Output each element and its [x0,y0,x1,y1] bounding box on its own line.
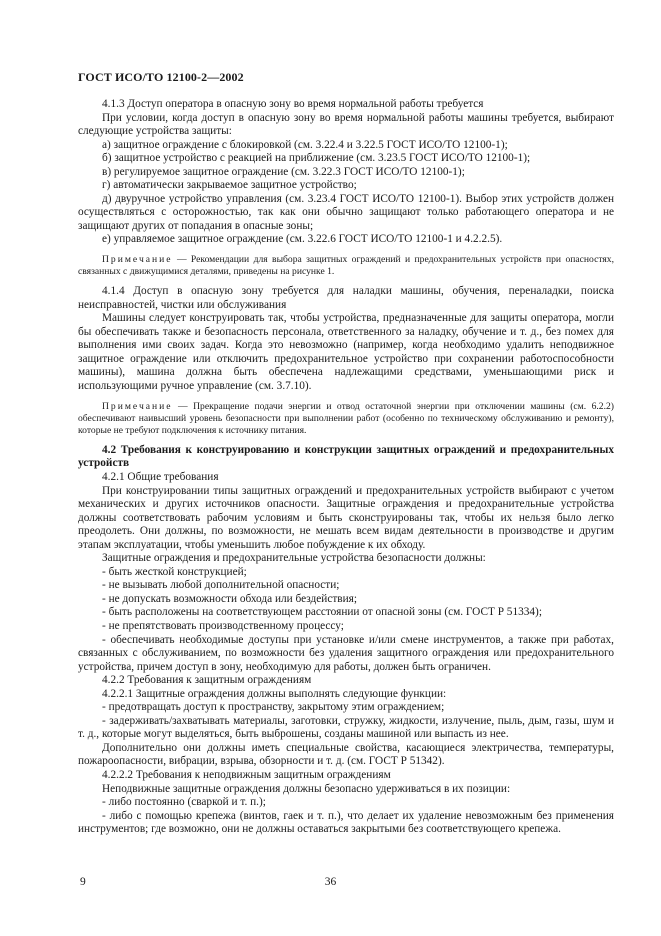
list-item: б) защитное устройство с реакцией на приближение (см. 3.23.5 ГОСТ ИСО/ТО 12100-1); [102,152,531,165]
paragraph: 4.2.2.1 Защитные ограждения должны выполнять следующие функции: [102,687,447,700]
note-text: — Рекомендации для выбора защитных ограждений и предохранительных устройств при опасностях, связанных с движущимися деталями, приведены на рисунке 1. [78,254,614,278]
section-4-2-2-2-title: 4.2.2.2 Требования к неподвижным защитным ограждениям [102,768,391,781]
section-4-1-4-title: 4.1.4 Доступ в опасную зону требуется для наладки машины, обучения, переналадки, поиска неисправностей, чистки или обслуживания [78,285,614,311]
list-item: - либо постоянно (сваркой и т. п.); [102,796,266,809]
list-item: а) защитное ограждение с блокировкой (см. 3.22.4 и 3.22.5 ГОСТ ИСО/ТО 12100-1); [102,138,508,151]
note-2 [78,401,614,437]
sheet-number: 36 [324,876,337,888]
paragraph: При конструировании типы защитных ограждений и предохранительных устройств выбирают с учетом механических и других источников опасности. Защитные ограждения и предохранительные устройства должны соответствовать рабочим условиям и быть сконструированы так, чтобы их нельзя было легко преодолеть. Они должны, по возможности, не мешать всем видам деятельности в производстве и другим этапам эксплуатации, чтобы уменьшить любое побуждение к их обходу. [78,484,614,551]
paragraph: При условии, когда доступ в опасную зону во время нормальной работы машины требуется, выбирают следующие устройства защиты: [78,111,614,138]
paragraph: Защитные ограждения и предохранительные устройства безопасности должны: [102,552,486,565]
list-item: е) управляемое защитное ограждение (см. 3.22.6 ГОСТ ИСО/ТО 12100-1 и 4.2.2.5). [102,233,503,246]
section-4-2-1-title: 4.2.1 Общие требования [102,470,219,483]
list-item: - задерживать/захватывать материалы, заготовки, стружку, жидкости, излучение, пыль, дым, газы, шум и т. д., которые могут выделяться, быть выброшены, созданы машиной или выпасть из нее. [78,714,614,741]
list-item: - быть жесткой конструкцией; [102,565,247,578]
list-item: г) автоматически закрываемое защитное устройство; [102,179,357,192]
section-4-2-title: 4.2 Требования к конструированию и конструкции защитных ограждений и предохранительных устройств [78,443,614,470]
section-4-1-3-title: 4.1.3 Доступ оператора в опасную зону во время нормальной работы требуется [102,98,484,110]
list-item: в) регулируемое защитное ограждение (см. 3.22.3 ГОСТ ИСО/ТО 12100-1); [102,165,465,178]
list-item: д) двуручное устройство управления (см. 3.23.4 ГОСТ ИСО/ТО 12100-1). Выбор этих устройств должен осуществляться с осторожностью, так как они обычно защищают только работающего оператора и не защищают других от попадания в опасные зоны; [78,192,614,232]
list-item: - не препятствовать производственному процессу; [102,619,344,632]
list-item: - предотвращать доступ к пространству, закрытому этим ограждением; [102,701,445,714]
list-item: - быть расположены на соответствующем расстоянии от опасной зоны (см. ГОСТ Р 51334); [102,606,542,619]
list-item: - не допускать возможности обхода или бездействия; [102,592,357,605]
document-body [78,98,614,837]
paragraph: Машины следует конструировать так, чтобы устройства, предназначенные для защиты оператора, могли бы обеспечивать также и безопасность персонала, ответственного за наладку, обучение и т. д., без помех для выполнения ими своих задач. Когда это невозможно (например, когда необходимо удалить неподвижное защитное ограждение или отключить предохранительное устройство при сохранении работоспособности машины), машина должна быть обеспечена надлежащими средствами, уменьшающими риск и использующими ручное управление (см. 3.7.10). [78,312,614,393]
note-label: Примечание [102,254,173,266]
note-1 [78,254,614,278]
note-label: Примечание [102,400,173,412]
note-text: — Прекращение подачи энергии и отвод остаточной энергии при отключении машины (см. 6.2.2) обеспечивают наивысший уровень безопасности при выполнении работ (особенно по техническому обслуживанию и ремонту), которые не требуют подключения к источнику питания. [78,400,614,436]
section-4-2-2-title: 4.2.2 Требования к защитным ограждениям [102,674,312,687]
list-item: - обеспечивать необходимые доступы при установке и/или смене инструментов, а также при работах, связанных с обслуживанием, по возможности без удаления защитного ограждения или предохранительного устройства, причем доступ в зону, необходимую для работы, должен быть ограничен. [78,633,614,673]
document-header: ГОСТ ИСО/ТО 12100-2—2002 [78,70,244,84]
paragraph: Неподвижные защитные ограждения должны безопасно удерживаться в их позиции: [102,782,511,795]
list-item: - либо с помощью крепежа (винтов, гаек и т. п.), что делает их удаление невозможным без применения инструментов; где возможно, они не должны оставаться закрытыми без соответствующего крепежа. [78,809,614,836]
paragraph: Дополнительно они должны иметь специальные свойства, касающиеся электричества, температуры, пожароопасности, вибрации, взрыва, обзорности и т. д. (см. ГОСТ Р 51342). [78,741,614,768]
list-item: - не вызывать любой дополнительной опасности; [102,579,340,592]
page-number: 9 [80,876,86,888]
